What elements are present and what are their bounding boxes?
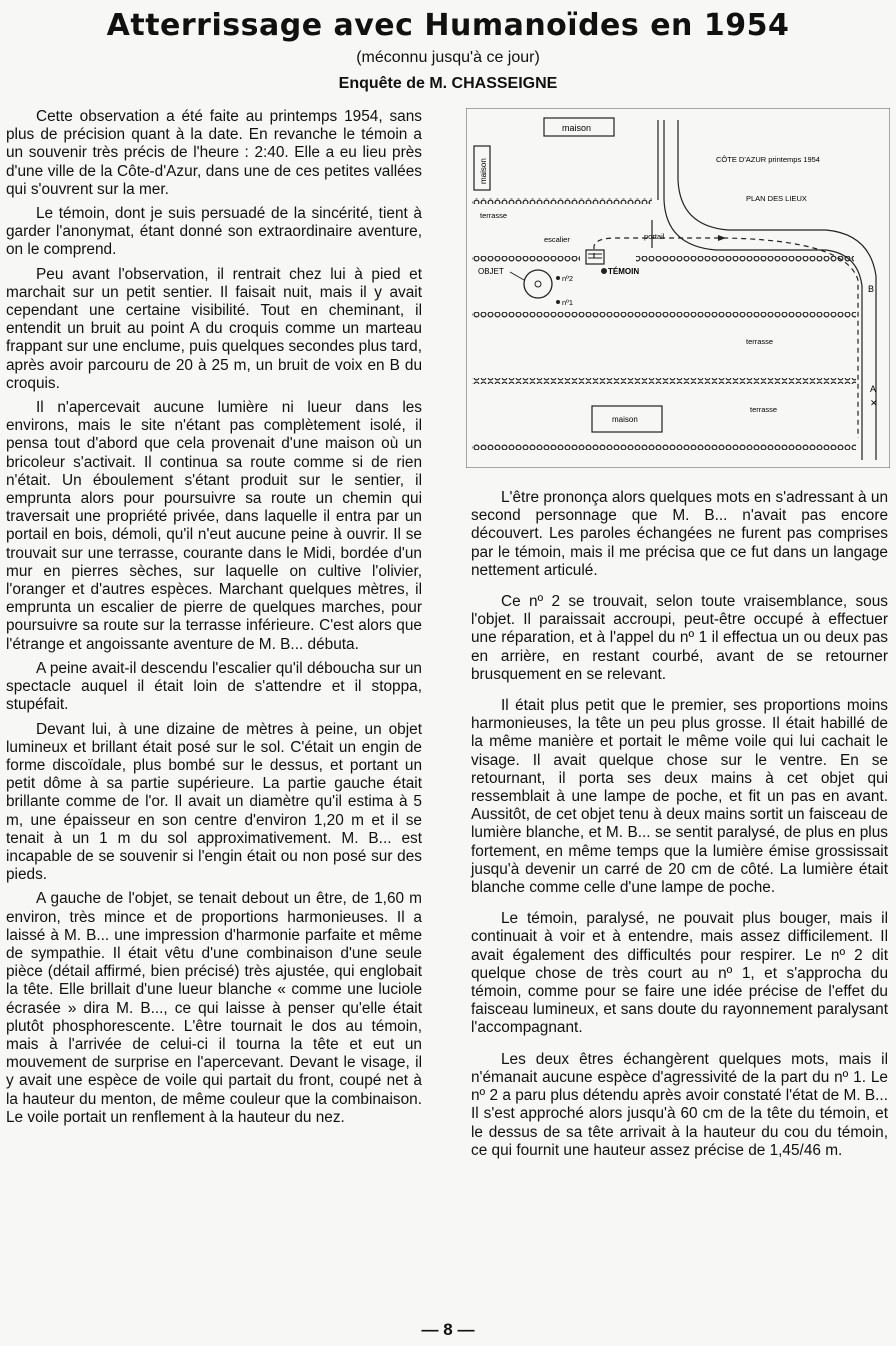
hedge-row	[472, 444, 856, 450]
paragraph: Il n'apercevait aucune lumière ni lueur dans les environs, mais le site n'étant pas complètement isolé, il pensa tout d'abord que cela provenait d'une maison où un bricoleur s'activait. Il continua sa route comme si de rien n'était. Un éboulement s'étant produit sur le sentier, il emprunta alors pour poursuivre sa route un chemin qui traversait une propriété privée, dans laquelle il entra par un portail en bois, démoli, qu'il n'eut aucune peine à ouvrir. Il se trouvait sur une terrasse, courante dans le Midi, bordée d'un mur en pierres sèches, sur laquelle on cultive l'olivier, l'oranger et d'autres espèces. Marchant quelques mètres, il emprunta un escalier de pierre de quelques marches, pour poursuivre sa route sur la terrasse inférieure. C'est alors que l'étrange et angoissante aventure de M. B... débuta.	[6, 399, 422, 653]
object-circle	[524, 270, 552, 298]
article-subtitle: (méconnu jusqu'à ce jour)	[356, 49, 540, 66]
label-point-a: A	[870, 384, 877, 394]
paragraph: Le témoin, dont je suis persuadé de la sincérité, tient à garder l'anonymat, étant donné son extraordinaire aventure, on le comprend.	[6, 205, 422, 259]
right-column	[471, 489, 888, 1173]
staircase	[586, 250, 604, 264]
point-a-marker: ✕	[870, 398, 878, 408]
label-temoin: TÉMOIN	[608, 267, 640, 276]
paragraph: L'être prononça alors quelques mots en s'adressant à un second personnage que M. B... n'avait pas encore découvert. Les paroles échangées ne furent pas comprises par le témoin, mais il me précisa que ce fut dans un langage nettement articulé.	[471, 489, 888, 579]
being-1-marker	[556, 300, 560, 304]
page-number: — 8 —	[421, 1320, 475, 1339]
paragraph: Ce nº 2 se trouvait, selon toute vraisemblance, sous l'objet. Il paraissait accroupi, peut-être occupé à effectuer une réparation, et à l'appel du nº 1 il effectua un ou deux pas en arrière, en restant courbé, avant de se retourner brusquement en se relevant.	[471, 593, 888, 683]
label-terrasse-2: terrasse	[746, 337, 774, 346]
paragraph: A peine avait-il descendu l'escalier qu'il déboucha sur un spectacle auquel il était loin de s'attendre et il stoppa, stupéfait.	[6, 659, 422, 714]
hedge-row	[636, 256, 854, 262]
paragraph: Les deux êtres échangèrent quelques mots, mais il n'émanait aucune espèce d'agressivité de la part du nº 1. Le nº 2 a paru plus détendu après avoir constaté l'état de M. B... Il s'est approché alors jusqu'à 60 cm de la tête du témoin, et le dessus de sa tête arrivait à la hauteur du cou du témoin, ce qui fournit une hauteur assez précise de 1,45/46 m.	[471, 1050, 888, 1159]
site-plan-svg	[466, 108, 890, 468]
label-no1: nº1	[562, 298, 574, 307]
article-title: Atterrissage avec Humanoïdes en 1954	[106, 8, 790, 43]
paragraph: Le témoin, paralysé, ne pouvait plus bouger, mais il continuait à voir et à entendre, mais assez difficilement. Il avait également des difficultés pour respirer. Le nº 2 dit quelque chose de très court au nº 1, et s'approcha du témoin, comme pour se faire une idée précise de l'effet du faisceau lumineux, et sans doute du rayonnement paralysant l'accompagnant.	[471, 910, 888, 1037]
label-terrasse-1: terrasse	[480, 211, 508, 220]
inquiry-byline: Enquête de M. CHASSEIGNE	[338, 75, 558, 92]
label-no2: nº2	[562, 274, 574, 283]
paragraph: Devant lui, à une dizaine de mètres à peine, un objet lumineux et brillant était posé sur le sol. C'était un engin de forme discoïdale, plus bombé sur le dessus, et portant un petit dôme à sa partie supérieure. La partie gauche était brillante comme de l'or. Il avait un diamètre qu'il estima à 5 m, une épaisseur en son centre d'environ 1,20 m et il se tenait à un 1 m du sol approximativement. M. B... est incapable de se souvenir si l'engin était ou non posé sur des pieds.	[6, 720, 422, 884]
label-portail: portail	[644, 232, 665, 241]
paragraph: Il était plus petit que le premier, ses proportions moins harmonieuses, la tête un peu plus grosse. Il était habillé de la même manière et portait le même voile qui lui cachait le visage. Il avait quelque chose sur le ventre. En se retournant, il porta ses deux mains à cet objet qui ressemblait à une lampe de poche, et fit un pas en avant. Aussitôt, de cet objet tenu à deux mains sortit un faisceau de lumière blanche, et M. B... se sentit paralysé, de plus en plus fortement, en même temps que la lumière émise grossissait jusqu'à devenir un carré de 20 cm de côté. La lumière était blanche comme celle d'une lampe de poche.	[471, 697, 888, 897]
site-plan-diagram	[466, 108, 890, 468]
diagram-subheading: PLAN DES LIEUX	[746, 194, 807, 203]
witness-marker	[601, 268, 607, 274]
label-maison-left: maison	[479, 158, 488, 184]
diagram-heading: CÔTE D'AZUR printemps 1954	[716, 155, 820, 164]
hedge-row	[472, 198, 652, 204]
hedge-row	[472, 256, 580, 262]
hedge-row	[472, 378, 856, 384]
paragraph: Cette observation a été faite au printemps 1954, sans plus de précision quant à la date. En revanche le témoin a un souvenir très précis de l'heure : 2:40. Elle a eu lieu près d'une ville de la Côte-d'Azur, dans une de ces petites vallées qui s'ouvrent sur la mer.	[6, 108, 422, 198]
hedge-row	[472, 312, 856, 318]
label-terrasse-3: terrasse	[750, 405, 778, 414]
label-objet: OBJET	[478, 267, 504, 276]
objet-pointer	[510, 272, 524, 280]
label-point-b: B	[868, 284, 875, 294]
label-maison-bottom: maison	[612, 415, 638, 424]
label-escalier: escalier	[544, 235, 570, 244]
paragraph: Peu avant l'observation, il rentrait chez lui à pied et marchait sur un petit sentier. Il faisait nuit, mais il y avait cependant une certaine visibilité. Tout en cheminant, il entendit un bruit au point A du croquis comme un marteau frappant sur une enclume, puis quelques secondes plus tard, après avoir parcouru de 20 à 25 m, un bruit de voix en B du croquis.	[6, 265, 422, 392]
object-dome	[535, 281, 541, 287]
left-column	[6, 108, 422, 1133]
label-maison-top: maison	[562, 123, 592, 133]
paragraph: A gauche de l'objet, se tenait debout un être, de 1,60 m environ, très mince et de proportions harmonieuses. Il a laissé à M. B... une impression d'harmonie parfaite et même de sympathie. Il était vêtu d'une combinaison d'une seule pièce (détail affirmé, bien précisé) très ajustée, qui englobait la tête. Elle brillait d'une lueur blanche « comme une luciole écrasée » dira M. B..., ce qui laisse à penser qu'elle était plutôt phosphorescente. L'être tournait le dos au témoin, mais à l'arrivée de celui-ci il tourna la tête et eut un mouvement de surprise en l'apercevant. Devant le visage, il y avait une espèce de voile qui partait du front, coupé net à la hauteur du menton, de même couleur que la combinaison. Le voile portait un renflement à la hauteur du nez.	[6, 890, 422, 1126]
being-2-marker	[556, 276, 560, 280]
path-arrow	[718, 235, 726, 241]
